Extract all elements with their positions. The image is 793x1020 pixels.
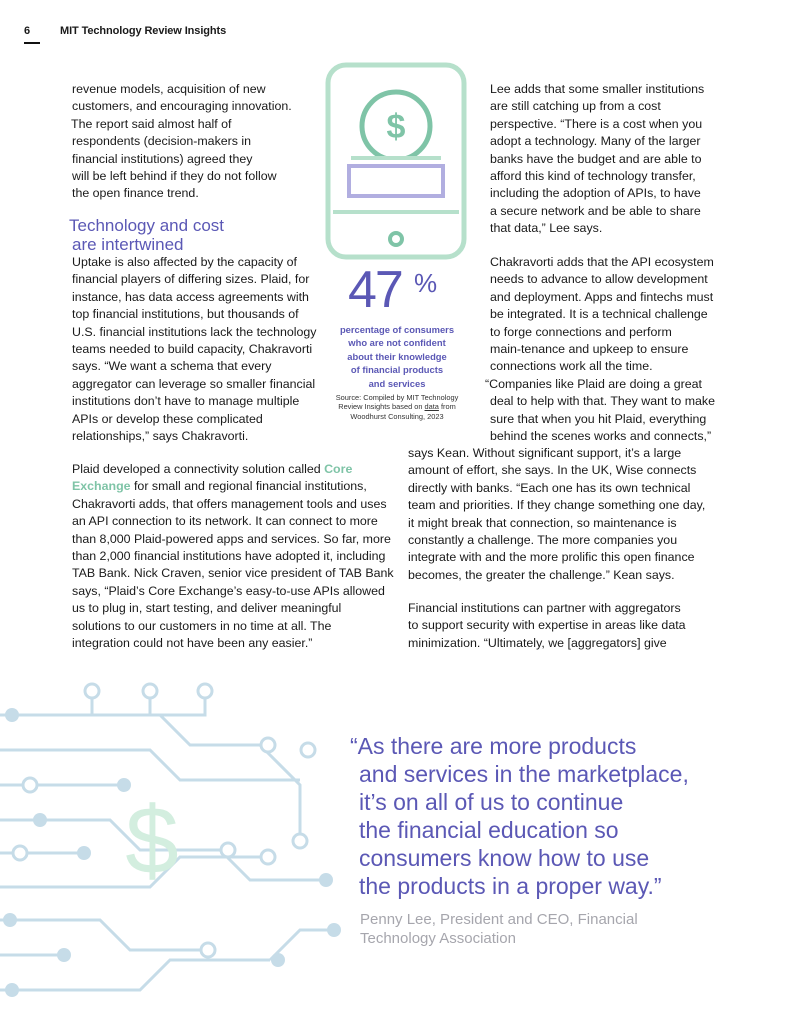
stat-number: 47 [348,261,402,319]
section-heading: Technology and cost are intertwined [69,216,224,254]
circuit-dollar-illustration [0,675,345,1020]
publication-title: MIT Technology Review Insights [60,25,227,37]
left-paragraph-1: revenue models, acquisition of new customers, and encouraging innovation. The report said almost half of respondents (decision-makers in financial institutions) agreed they will be left behind if they do not follow the open finance trend. [71,82,292,201]
left-paragraph-2: Uptake is also affected by the capacity of financial players of differing sizes. Plaid, for instance, has data access agreements with top financial institutions, but thousands of U.S. financial institutions lack the technology teams needed to build capacity, Chakravorti says. “We want a schema that every aggregator can leverage so smaller financial institutions don’t have to manage multiple APIs or develop these complicated relationships,” says Chakravorti. [72,255,317,444]
card-icon [349,166,443,196]
right-paragraph-4: Financial institutions can partner with aggregators to support security with expertise in areas like data minimization. “Ultimately, we [aggregators] give [408,601,686,650]
stat-label: percentage of consumers who are not confident about their knowledge of financial products and services [339,324,455,389]
core-exchange-link[interactable]: Core [324,462,353,476]
stat-percent-sign: % [414,268,438,298]
core-exchange-link-cont[interactable]: Exchange [72,479,131,494]
right-paragraph-3: says Kean. Without significant support, it’s a large amount of effort, she says. In the UK, Wise connects directly with banks. “Each one has its own technical team and priorities. If they change something one day, it might break that connection, so maintenance is constantly a challenge. The more companies you integrate with and the more prolific this open finance becomes, the greater the challenge.” Kean says. [408,446,706,582]
dollar-icon: $ [386,108,406,146]
pull-quote: “As there are more products and services in the marketplace, it’s on all of us to continue the financial education so consumers know how to use the products in a proper way.” [350,733,689,899]
right-paragraph-2: Chakravorti adds that the API ecosystem needs to advance to allow development and deployment. Apps and fintechs must be integrated. It is a technical challenge to forge connections and perform main-tenance and upkeep to ensure connections work all the time. “Companies like Plaid are doing a great deal to help with that. They want to make sure that when you hit Plaid, everything behind the scenes works and connects,” [485,255,715,444]
page-number: 6 [24,25,31,37]
quote-attribution: Penny Lee, President and CEO, Financial Technology Association [360,911,638,947]
dollar-sign-icon: $ [125,787,179,894]
stat-source: Source: Compiled by MIT Technology Review Insights based on data from Woodhurst Consulting, 2023 [335,393,459,421]
source-data-link[interactable]: data [424,402,439,412]
header-rule [24,42,40,44]
phone-dollar-illustration [325,62,467,260]
left-paragraph-3: Plaid developed a connectivity solution called Core Exchange for small and regional financial institutions, Chakravorti adds, that offers management tools and uses an API connection to its network. It can connect to more than 8,000 Plaid-powered apps and services. So far, more than 2,000 financial institutions have adopted it, including TAB Bank. Nick Craven, senior vice president of TAB Bank says, “Plaid’s Core Exchange’s easy-to-use APIs allowed us to plug in, start testing, and deliver meaningful solutions to our customers in no time at all. The integration could not have been any easier.” [72,462,394,651]
right-paragraph-1: Lee adds that some smaller institutions are still catching up from a cost perspective. “There is a cost when you adopt a technology. Many of the larger banks have the budget and are able to afford this kind of technology transfer, including the adoption of APIs, to have a secure network and be able to share that data,” Lee says. [490,82,705,236]
